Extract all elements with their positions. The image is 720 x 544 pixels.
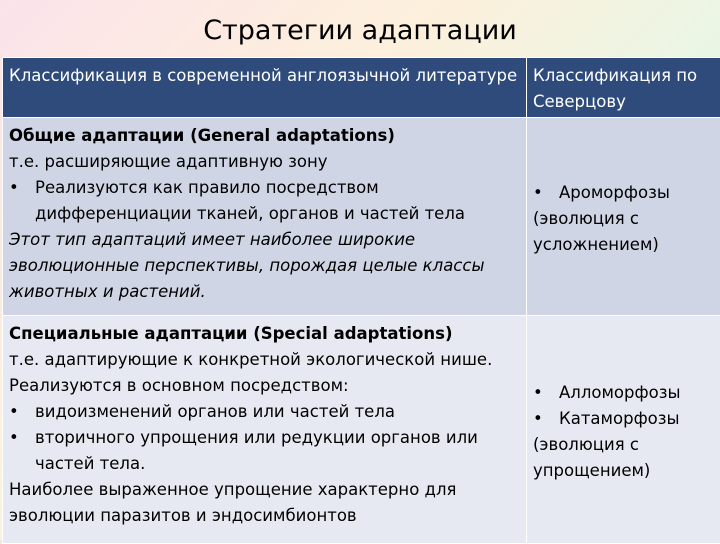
row-heading: Специальные адаптации (Special adaptations) — [9, 321, 520, 347]
list-item: • вторичного упрощения или редукции органов или частей тела. — [9, 425, 520, 477]
list-item: • Катаморфозы — [533, 406, 714, 432]
bullet-icon: • — [9, 175, 35, 201]
header-col-english: Классификация в современной англоязычной литературе — [3, 58, 527, 118]
row-note: (эволюция с упрощением) — [533, 432, 714, 484]
list-item: • видоизменений органов или частей тела — [9, 399, 520, 425]
list-item: • Ароморфозы — [533, 180, 714, 206]
header-col-severtsov: Классификация по Северцову — [527, 58, 720, 118]
general-adaptations-cell — [3, 118, 527, 316]
row-intro: т.е. расширяющие адаптивную зону — [9, 149, 520, 175]
table-row-special — [3, 316, 720, 544]
bullet-icon: • — [9, 425, 35, 451]
page-title: Стратегии адаптации — [0, 14, 720, 48]
list-item: • Реализуются как правило посредством дифференциации тканей, органов и частей тела — [9, 175, 520, 227]
aromorphosis-cell — [527, 118, 720, 316]
row-note: (эволюция с усложнением) — [533, 206, 714, 258]
table-header-row — [3, 58, 720, 118]
row-intro: т.е. адаптирующие к конкретной экологической нише. — [9, 347, 520, 373]
row-note: Этот тип адаптаций имеет наиболее широкие эволюционные перспективы, порождая целые классы животных и растений. — [9, 227, 520, 305]
bullet-icon: • — [533, 406, 559, 432]
bullet-icon: • — [9, 399, 35, 425]
row-intro-2: Реализуются в основном посредством: — [9, 373, 520, 399]
special-adaptations-cell — [3, 316, 527, 544]
allomorphosis-cell — [527, 316, 720, 544]
list-item: • Алломорфозы — [533, 380, 714, 406]
row-heading: Общие адаптации (General adaptations) — [9, 123, 520, 149]
adaptation-table — [2, 57, 720, 544]
bullet-icon: • — [533, 380, 559, 406]
table-row-general — [3, 118, 720, 316]
bullet-icon: • — [533, 180, 559, 206]
row-note: Наиболее выраженное упрощение характерно для эволюции паразитов и эндосимбионтов — [9, 477, 520, 529]
